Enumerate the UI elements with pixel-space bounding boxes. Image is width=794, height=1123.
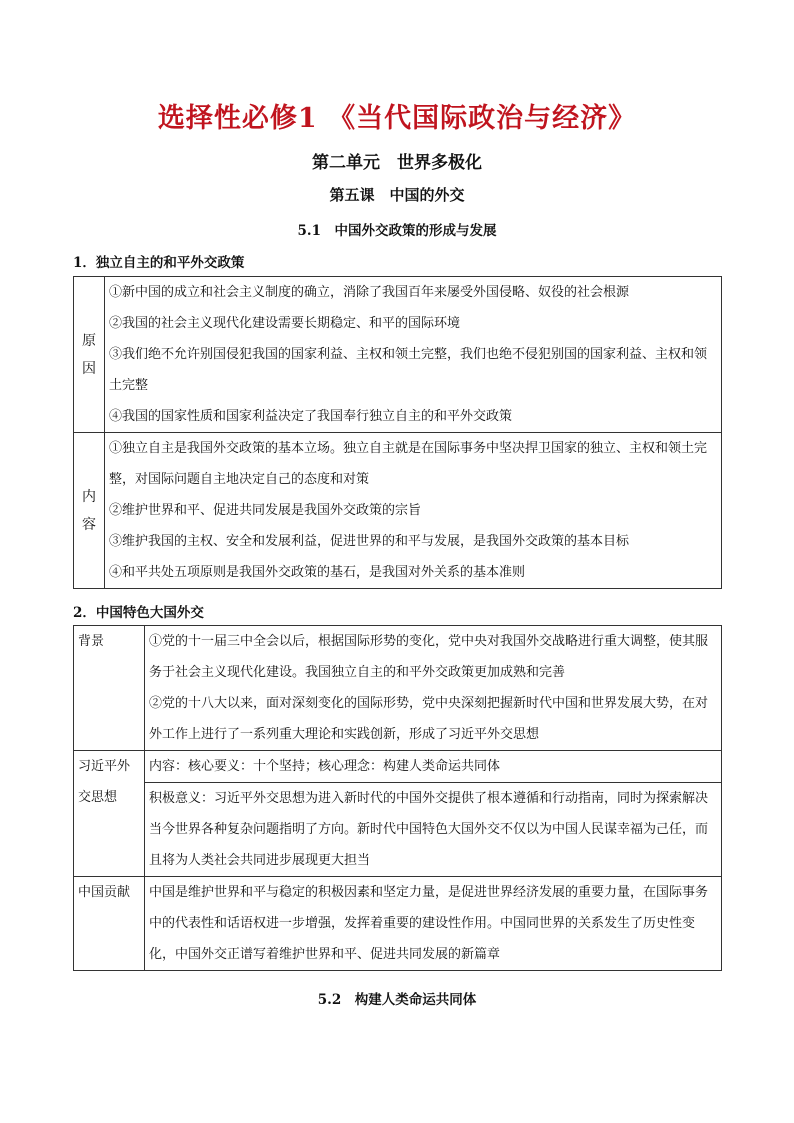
reason-item: ①新中国的成立和社会主义制度的确立，消除了我国百年来屡受外国侵略、奴役的社会根源 bbox=[109, 285, 630, 300]
background-row bbox=[74, 626, 722, 751]
content-item: ③维护我国的主权、安全和发展利益，促进世界的和平与发展，是我国外交政策的基本目标 bbox=[109, 534, 630, 549]
page-title: 选择性必修1 《当代国际政治与经济》 bbox=[157, 103, 637, 134]
diplomacy-table bbox=[73, 625, 722, 971]
contribution-cell bbox=[145, 877, 722, 971]
lesson-title: 第五课 中国的外交 bbox=[329, 186, 465, 204]
content-label-char-1: 内 bbox=[82, 488, 96, 505]
background-cell bbox=[145, 626, 722, 751]
reason-row bbox=[74, 277, 722, 433]
section-title-5-1: 5.1 中国外交政策的形成与发展 bbox=[297, 223, 497, 239]
xi-thought-row-significance bbox=[74, 783, 722, 877]
contribution-label: 中国贡献 bbox=[74, 877, 145, 971]
background-item: ①党的十一届三中全会以后，根据国际形势的变化，党中央对我国外交战略进行重大调整，使其服务于社会主义现代化建设。我国独立自主的和平外交政策更加成熟和完善 bbox=[149, 634, 709, 680]
reason-cell bbox=[105, 277, 722, 433]
unit-title: 第二单元 世界多极化 bbox=[312, 153, 482, 173]
contribution-row bbox=[74, 877, 722, 971]
reason-label-char-1: 原 bbox=[82, 332, 96, 349]
heading-major-country-diplomacy: 2．中国特色大国外交 bbox=[73, 605, 204, 621]
xi-significance: 积极意义：习近平外交思想为进入新时代的中国外交提供了根本遵循和行动指南，同时为探索解决当今世界各种复杂问题指明了方向。新时代中国特色大国外交不仅以为中国人民谋幸福为己任，而且将为人类社会共同进步展现更大担当 bbox=[149, 791, 709, 868]
section-title-5-2: 5.2 构建人类命运共同体 bbox=[317, 992, 477, 1008]
reason-item: ④我国的国家性质和国家利益决定了我国奉行独立自主的和平外交政策 bbox=[109, 409, 513, 424]
background-item: ②党的十八大以来，面对深刻变化的国际形势，党中央深刻把握新时代中国和世界发展大势，在对外工作上进行了一系列重大理论和实践创新，形成了习近平外交思想 bbox=[149, 696, 709, 742]
content-item: ①独立自主是我国外交政策的基本立场。独立自主就是在国际事务中坚决捍卫国家的独立、主权和领土完整，对国际问题自主地决定自己的态度和对策 bbox=[109, 441, 708, 487]
xi-thought-row-content bbox=[74, 751, 722, 783]
content-item: ④和平共处五项原则是我国外交政策的基石，是我国对外关系的基本准则 bbox=[109, 565, 526, 580]
reason-item: ②我国的社会主义现代化建设需要长期稳定、和平的国际环境 bbox=[109, 316, 461, 331]
policy-table bbox=[73, 276, 722, 589]
reason-label-char-2: 因 bbox=[82, 360, 96, 377]
content-label bbox=[74, 433, 105, 589]
background-label: 背景 bbox=[74, 626, 145, 751]
heading-independent-peace-policy: 1．独立自主的和平外交政策 bbox=[73, 255, 245, 271]
xi-significance-cell bbox=[145, 783, 722, 877]
content-item: ②维护世界和平、促进共同发展是我国外交政策的宗旨 bbox=[109, 503, 422, 518]
reason-item: ③我们绝不允许别国侵犯我国的国家利益、主权和领土完整，我们也绝不侵犯别国的国家利益、主权和领土完整 bbox=[109, 347, 708, 393]
xi-thought-label: 习近平外交思想 bbox=[74, 751, 145, 877]
content-cell bbox=[105, 433, 722, 589]
reason-label bbox=[74, 277, 105, 433]
content-row bbox=[74, 433, 722, 589]
contribution-text: 中国是维护世界和平与稳定的积极因素和坚定力量，是促进世界经济发展的重要力量，在国际事务中的代表性和话语权进一步增强，发挥着重要的建设性作用。中国同世界的关系发生了历史性变化，中国外交正谱写着维护世界和平、促进共同发展的新篇章 bbox=[149, 885, 709, 962]
content-label-char-2: 容 bbox=[82, 516, 96, 533]
xi-content: 内容：核心要义：十个坚持；核心理念：构建人类命运共同体 bbox=[149, 759, 501, 774]
xi-content-cell bbox=[145, 751, 722, 783]
